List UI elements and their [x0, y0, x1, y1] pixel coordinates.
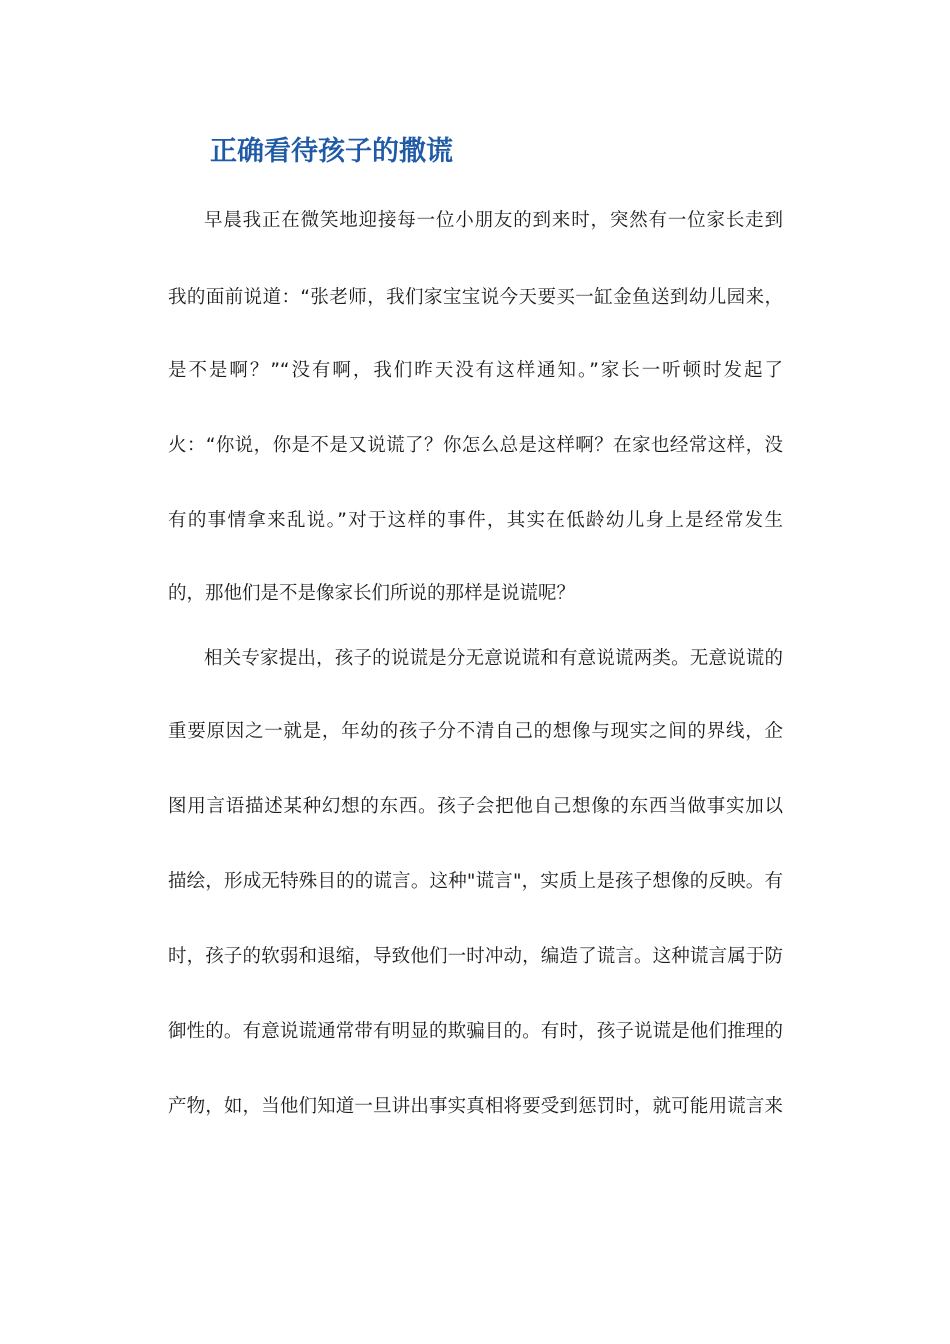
paragraph-1-line-1: 早晨我正在微笑地迎接每一位小朋友的到来时，突然有一位家长走到	[204, 210, 783, 231]
paragraph-2-line-2: 重要原因之一就是，年幼的孩子分不清自己的想像与现实之间的界线，企	[168, 721, 783, 742]
document-title: 正确看待孩子的撒谎	[210, 136, 453, 167]
paragraph-2-line-6: 御性的。有意说谎通常带有明显的欺骗目的。有时，孩子说谎是他们推理的	[168, 1021, 783, 1042]
paragraph-2-line-7: 产物，如，当他们知道一旦讲出事实真相将要受到惩罚时，就可能用谎言来	[168, 1096, 783, 1117]
paragraph-2-line-3: 图用言语描述某种幻想的东西。孩子会把他自己想像的东西当做事实加以	[168, 796, 783, 817]
paragraph-1-line-2: 我的面前说道：“张老师，我们家宝宝说今天要买一缸金鱼送到幼儿园来，	[168, 287, 783, 308]
paragraph-1-line-6: 的，那他们是不是像家长们所说的那样是说谎呢？	[168, 583, 576, 604]
paragraph-2-line-5: 时，孩子的软弱和退缩，导致他们一时冲动，编造了谎言。这种谎言属于防	[168, 946, 783, 967]
paragraph-2-line-1: 相关专家提出，孩子的说谎是分无意说谎和有意说谎两类。无意说谎的	[204, 648, 783, 669]
paragraph-1-line-4: 火：“你说，你是不是又说谎了？你怎么总是这样啊？在家也经常这样，没	[168, 435, 783, 456]
paragraph-2-line-4: 描绘，形成无特殊目的的谎言。这种"谎言"，实质上是孩子想像的反映。有	[168, 871, 783, 892]
paragraph-1-line-3: 是不是啊？”“没有啊，我们昨天没有这样通知。”家长一听顿时发起了	[168, 360, 783, 381]
paragraph-1-line-5: 有的事情拿来乱说。”对于这样的事件，其实在低龄幼儿身上是经常发生	[168, 510, 783, 531]
